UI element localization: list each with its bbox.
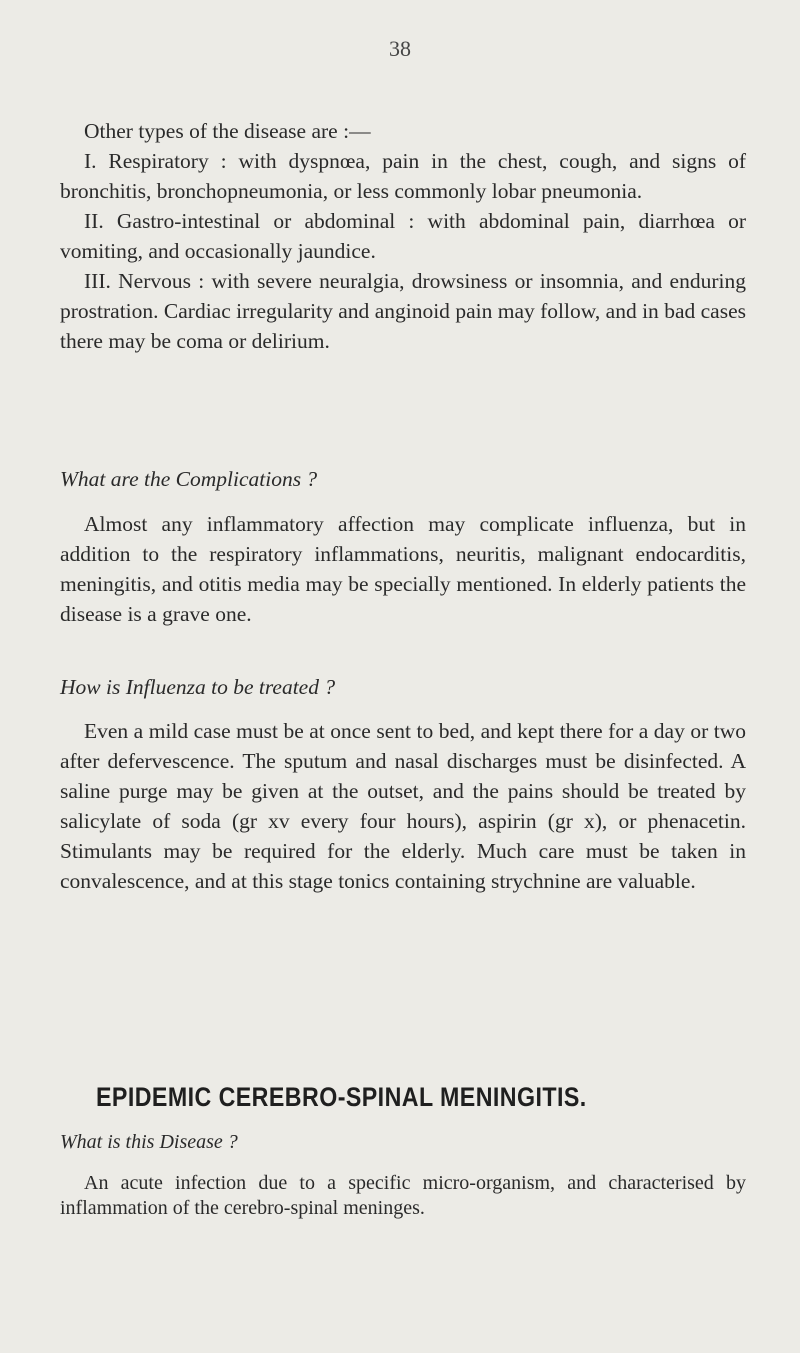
treatment-question: How is Influenza to be treated ?	[60, 675, 336, 699]
treatment-answer: Even a mild case must be at once sent to bed, and kept there for a day or two after defervescence. The sputum and nasal discharges must be disinfected. A saline purge may be given at the outset, and the pains should be treated by salicylate of soda (gr xv every four hours), aspirin (gr x), or phenacetin. Stimulants may be required for the elderly. Much care must be taken in convalescence, and at this stage tonics containing strychnine are valuable.	[60, 719, 746, 893]
type-nervous: III. Nervous : with severe neuralgia, drowsiness or insomnia, and enduring prostration. Cardiac irregularity and anginoid pain may follow, and in bad cases there may be coma or delirium.	[60, 269, 746, 353]
disease-answer: An acute infection due to a specific micro-organism, and characterised by inflammation of the cerebro-spinal meninges.	[60, 1172, 746, 1219]
treatment-section	[60, 672, 746, 896]
complications-question: What are the Complications ?	[60, 467, 318, 491]
disease-types-section	[60, 116, 746, 356]
page-number: 38	[389, 36, 411, 61]
complications-section	[60, 464, 746, 629]
types-intro: Other types of the disease are :—	[84, 119, 371, 143]
type-respiratory: I. Respiratory : with dyspnœa, pain in the chest, cough, and signs of bronchitis, bronchopneumonia, or less commonly lobar pneumonia.	[60, 149, 746, 203]
section-heading: EPIDEMIC CEREBRO-SPINAL MENINGITIS.	[96, 1082, 587, 1112]
disease-question: What is this Disease ?	[60, 1131, 238, 1153]
complications-answer: Almost any inflammatory affection may complicate influenza, but in addition to the respiratory inflammations, neuritis, malignant endocarditis, meningitis, and otitis media may be specially mentioned. In elderly patients the disease is a grave one.	[60, 512, 746, 626]
disease-section	[60, 1127, 746, 1221]
type-gastro-intestinal: II. Gastro-intestinal or abdominal : with abdominal pain, diarrhœa or vomiting, and occasionally jaundice.	[60, 209, 746, 263]
